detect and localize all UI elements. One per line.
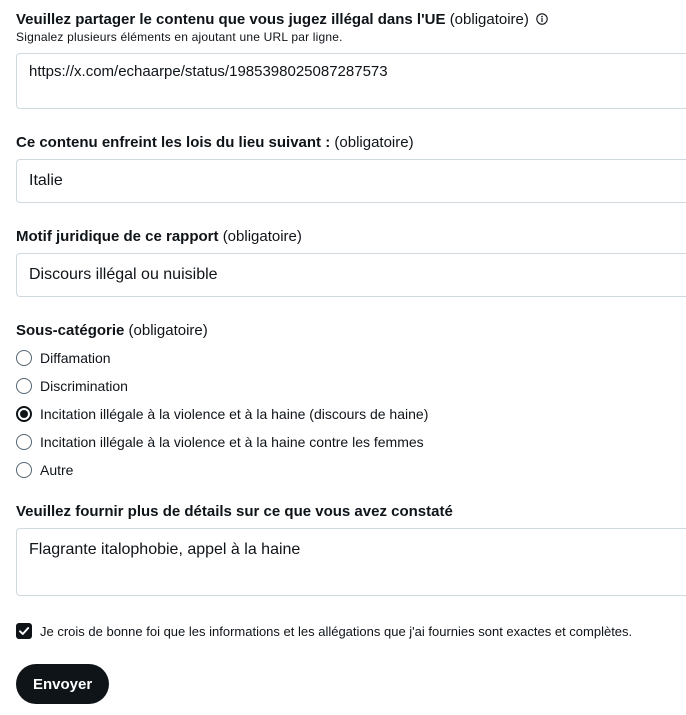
details-label-text: Veuillez fournir plus de détails sur ce que vous avez constaté bbox=[16, 503, 453, 520]
law-label bbox=[16, 133, 414, 153]
checkmark-icon bbox=[18, 625, 30, 637]
radio-option-label: Diffamation bbox=[40, 350, 111, 366]
radio-option-discrimination[interactable] bbox=[16, 372, 428, 400]
radio-option-autre[interactable] bbox=[16, 456, 428, 484]
submit-button[interactable]: Envoyer bbox=[16, 664, 109, 704]
subcategory-label bbox=[16, 321, 208, 341]
url-required: (obligatoire) bbox=[449, 11, 529, 28]
details-textarea[interactable] bbox=[16, 528, 686, 596]
url-label bbox=[16, 10, 548, 30]
radio-option-label: Incitation illégale à la violence et à la haine (discours de haine) bbox=[40, 406, 429, 422]
radio-button[interactable] bbox=[16, 434, 32, 450]
radio-option-diffamation[interactable] bbox=[16, 344, 428, 372]
consent-checkbox[interactable] bbox=[16, 623, 32, 639]
motif-label bbox=[16, 227, 302, 247]
details-textarea-value: Flagrante italophobie, appel à la haine bbox=[29, 541, 301, 558]
details-label bbox=[16, 502, 453, 522]
url-label-text: Veuillez partager le contenu que vous jugez illégal dans l'UE bbox=[16, 11, 446, 28]
law-select-value: Italie bbox=[29, 172, 63, 189]
motif-label-text: Motif juridique de ce rapport bbox=[16, 228, 219, 245]
subcategory-required: (obligatoire) bbox=[128, 322, 208, 339]
motif-select-value: Discours illégal ou nuisible bbox=[29, 266, 218, 283]
radio-option-label: Incitation illégale à la violence et à la haine contre les femmes bbox=[40, 434, 424, 450]
consent-label: Je crois de bonne foi que les informations et les allégations que j'ai fournies sont exactes et complètes. bbox=[40, 623, 633, 639]
url-hint: Signalez plusieurs éléments en ajoutant une URL par ligne. bbox=[16, 30, 343, 44]
url-textarea-value: https://x.com/echaarpe/status/1985398025087287573 bbox=[29, 63, 388, 80]
radio-button[interactable] bbox=[16, 462, 32, 478]
radio-button[interactable] bbox=[16, 378, 32, 394]
subcategory-label-text: Sous-catégorie bbox=[16, 322, 125, 339]
radio-option-discours-de-haine[interactable] bbox=[16, 400, 428, 428]
radio-option-label: Discrimination bbox=[40, 378, 128, 394]
info-icon[interactable] bbox=[536, 11, 548, 23]
radio-button[interactable] bbox=[16, 350, 32, 366]
motif-select[interactable] bbox=[16, 253, 686, 297]
radio-button-selected[interactable] bbox=[16, 406, 32, 422]
law-select[interactable] bbox=[16, 159, 686, 203]
radio-option-label: Autre bbox=[40, 462, 74, 478]
law-label-text: Ce contenu enfreint les lois du lieu suivant : bbox=[16, 134, 331, 151]
law-required: (obligatoire) bbox=[334, 134, 414, 151]
url-textarea[interactable] bbox=[16, 53, 686, 109]
radio-option-haine-contre-femmes[interactable] bbox=[16, 428, 428, 456]
consent-row[interactable] bbox=[16, 623, 632, 639]
motif-required: (obligatoire) bbox=[222, 228, 302, 245]
subcategory-radio-group bbox=[16, 344, 428, 484]
